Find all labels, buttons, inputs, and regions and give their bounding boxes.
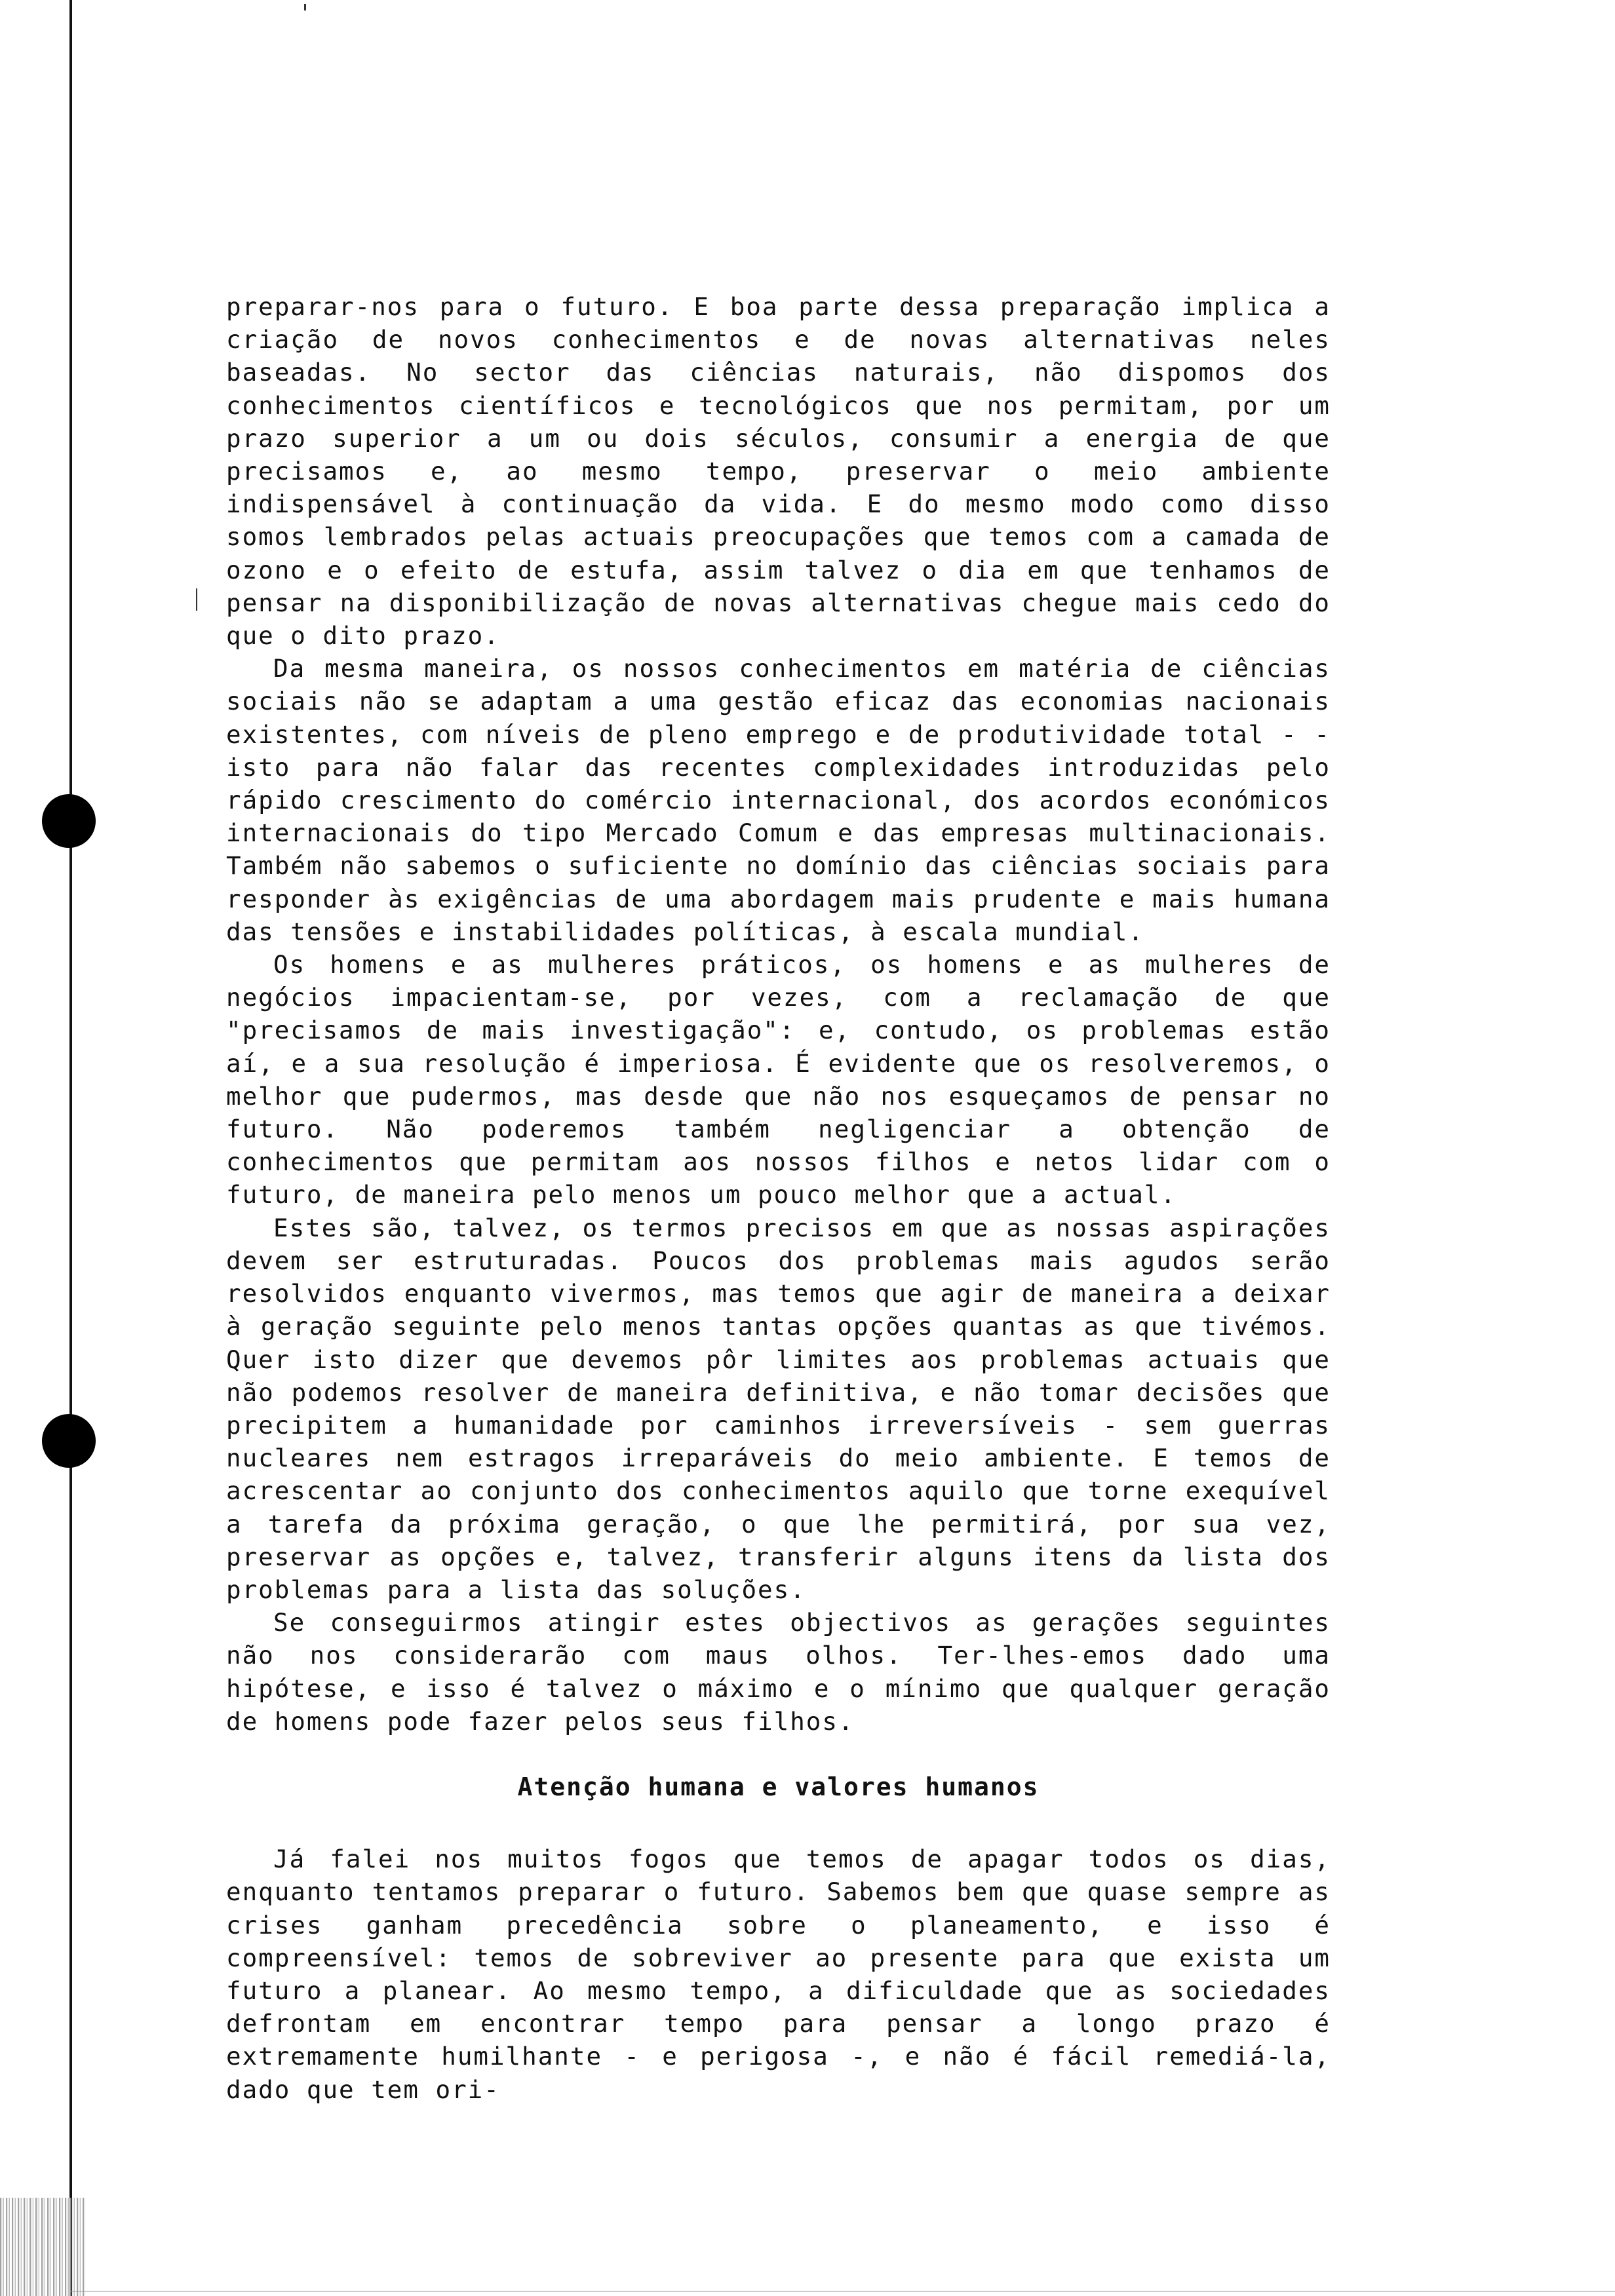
binding-margin-line — [69, 0, 72, 2296]
punch-hole-lower — [42, 1414, 96, 1468]
scan-noise — [0, 2198, 85, 2296]
paragraph: Os homens e as mulheres práticos, os homens e as mulheres de negócios impacientam-se, por vezes, com a reclamação de que "precisamos de mais investigação": e, contudo, os problemas estão aí, e a sua resolução é imperiosa. É evidente que os resolveremos, o melhor que pudermos, mas desde que não nos esqueçamos de pensar no futuro. Não poderemos também negligenciar a obtenção de conhecimentos que permitam aos nossos filhos e netos lidar com o futuro, de maneira pelo menos um pouco melhor que a actual. — [226, 950, 1331, 1210]
page-bottom-edge — [69, 2291, 1615, 2292]
paragraph: Estes são, talvez, os termos precisos em que as nossas aspirações devem ser estruturadas. Poucos dos problemas mais agudos serão resolvidos enquanto vivermos, mas temos que agir de maneira a deixar à geração seguinte pelo menos tantas opções quantas as que tivémos. Quer isto dizer que devemos pôr limites aos problemas actuais que não podemos resolver de maneira definitiva, e não tomar decisões que precipitem a humanidade por caminhos irreversíveis - sem guerras nucleares nem estragos irreparáveis do meio ambiente. E temos de acrescentar ao conjunto dos conhecimentos aquilo que torne exequível a tarefa da próxima geração, o que lhe permitirá, por sua vez, preservar as opções e, talvez, transferir alguns itens da lista dos problemas para a lista das soluções. — [226, 1213, 1331, 1604]
paragraph: Já falei nos muitos fogos que temos de apagar todos os dias, enquanto tentamos preparar o futuro. Sabemos bem que quase sempre as crises ganham precedência sobre o planeamento, e isso é compreensível: temos de sobreviver ao presente para que exista um futuro a planear. Ao mesmo tempo, a dificuldade que as sociedades defrontam em encontrar tempo para pensar a longo prazo é extremamente humilhante - e perigosa -, e não é fácil remediá-la, dado que tem ori- — [226, 1845, 1331, 2104]
paragraph: Se conseguirmos atingir estes objectivos as gerações seguintes não nos considerarão com maus olhos. Ter-lhes-emos dado uma hipótese, e isso é talvez o máximo e o mínimo que qualquer geração de homens pode fazer pelos seus filhos. — [226, 1608, 1331, 1736]
punch-hole-upper — [42, 794, 96, 848]
scan-speck — [196, 588, 197, 611]
section-heading: Atenção humana e valores humanos — [517, 1772, 1040, 1801]
scan-speck — [304, 4, 306, 10]
paragraph: Da mesma maneira, os nossos conhecimentos em matéria de ciências sociais não se adaptam a uma gestão eficaz das economias nacionais existentes, com níveis de pleno emprego e de produtividade total - - isto para não falar das recentes complexidades introduzidas pelo rápido crescimento do comércio internacional, dos acordos económicos internacionais do tipo Mercado Comum e das empresas multinacionais. Também não sabemos o suficiente no domínio das ciências sociais para responder às exigências de uma abordagem mais prudente e mais humana das tensões e instabilidades políticas, à escala mundial. — [226, 654, 1331, 946]
body-text — [226, 290, 1331, 2106]
paragraph: preparar-nos para o futuro. E boa parte dessa preparação implica a criação de novos conhecimentos e de novas alternativas neles baseadas. No sector das ciências naturais, não dispomos dos conhecimentos científicos e tecnológicos que nos permitam, por um prazo superior a um ou dois séculos, consumir a energia de que precisamos e, ao mesmo tempo, preservar o meio ambiente indispensável à continuação da vida. E do mesmo modo como disso somos lembrados pelas actuais preocupações que temos com a camada de ozono e o efeito de estufa, assim talvez o dia em que tenhamos de pensar na disponibilização de novas alternativas chegue mais cedo do que o dito prazo. — [226, 292, 1331, 651]
